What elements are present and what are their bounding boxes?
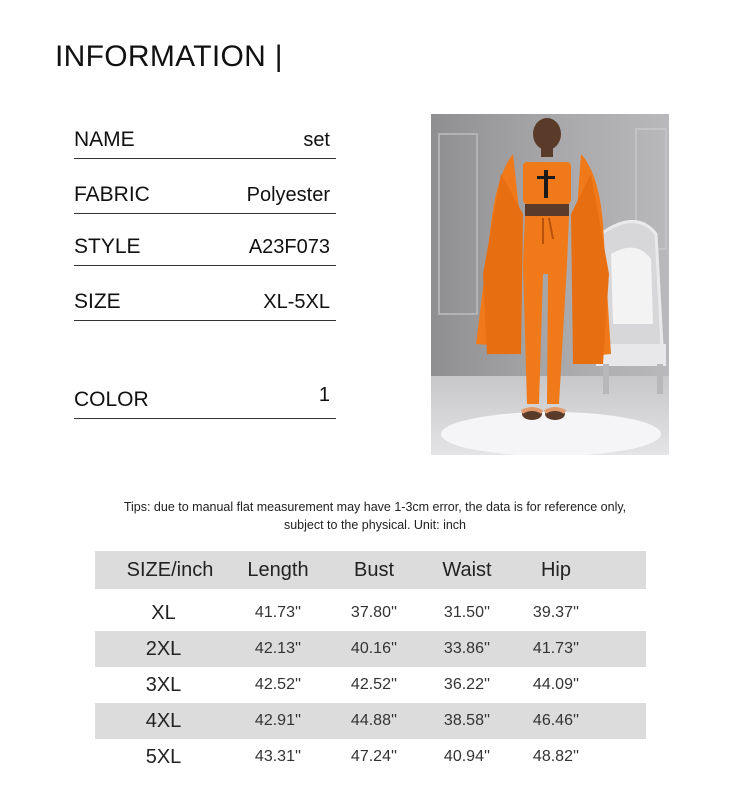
table-cell: 4XL: [145, 709, 182, 732]
info-value: XL-5XL: [263, 291, 330, 313]
table-cell: 38.58'': [443, 712, 491, 729]
info-row-name: [74, 118, 336, 159]
header-cell: Length: [247, 558, 309, 581]
header-cell: SIZE/inch: [126, 558, 214, 581]
tips-line-1: Tips: due to manual flat measurement may have 1-3cm error, the data is for reference only,: [123, 500, 627, 514]
table-cell: 2XL: [145, 637, 182, 660]
table-row: [95, 667, 646, 703]
table-cell: 48.82'': [532, 748, 580, 765]
info-label: NAME: [74, 128, 135, 151]
table-cell: 3XL: [145, 673, 182, 696]
table-cell: 37.80'': [350, 604, 398, 621]
info-row-fabric: [74, 173, 336, 214]
table-cell: 46.46'': [532, 712, 580, 729]
measurement-tips: [90, 498, 660, 534]
info-label: COLOR: [74, 388, 149, 411]
size-table-header: [95, 551, 646, 589]
table-cell: 41.73'': [532, 640, 580, 657]
info-value: 1: [318, 384, 330, 406]
table-cell: 40.16'': [350, 640, 398, 657]
page-title: INFORMATION |: [55, 40, 283, 73]
info-label: FABRIC: [74, 183, 150, 206]
table-cell: 42.13'': [254, 640, 302, 657]
tips-line-2: subject to the physical. Unit: inch: [283, 518, 467, 532]
table-cell: XL: [151, 601, 176, 624]
header-cell: Hip: [540, 558, 571, 581]
info-value: Polyester: [246, 184, 330, 206]
table-cell: 42.91'': [254, 712, 302, 729]
table-row: [95, 595, 646, 631]
info-label: STYLE: [74, 235, 141, 258]
table-cell: 5XL: [145, 745, 182, 768]
product-photo: [431, 114, 669, 455]
table-cell: 44.88'': [350, 712, 398, 729]
table-cell: 42.52'': [350, 676, 398, 693]
table-cell: 40.94'': [443, 748, 491, 765]
table-cell: 36.22'': [443, 676, 491, 693]
table-cell: 47.24'': [350, 748, 398, 765]
table-row: [95, 703, 646, 739]
info-row-size: [74, 280, 336, 321]
info-value: A23F073: [248, 236, 330, 258]
model-illustration: [431, 114, 669, 455]
table-cell: 42.52'': [254, 676, 302, 693]
header-cell: Waist: [442, 558, 492, 581]
table-cell: 44.09'': [532, 676, 580, 693]
info-label: SIZE: [74, 290, 121, 313]
table-cell: 43.31'': [254, 748, 302, 765]
table-cell: 39.37'': [532, 604, 580, 621]
size-table: [95, 551, 646, 775]
info-row-style: [74, 225, 336, 266]
table-row: [95, 739, 646, 775]
table-cell: 41.73'': [254, 604, 302, 621]
table-row: [95, 631, 646, 667]
header-cell: Bust: [353, 558, 395, 581]
info-value: set: [303, 129, 330, 151]
table-cell: 33.86'': [443, 640, 491, 657]
info-row-color: [74, 378, 336, 419]
table-cell: 31.50'': [443, 604, 491, 621]
